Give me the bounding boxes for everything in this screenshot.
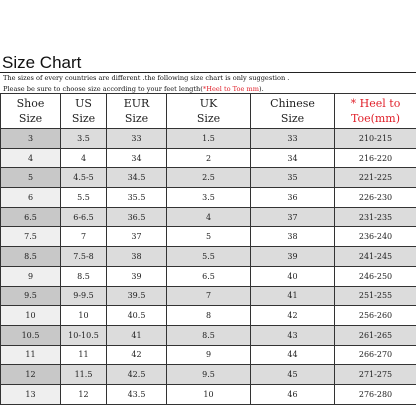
note-line-2-prefix: Please be sure to choose size according to your feet length(: [3, 85, 203, 93]
cell-us-size: 11: [61, 345, 107, 365]
cell-shoe-size: 6.5: [1, 207, 61, 227]
cell-uk-size: 6.5: [167, 266, 251, 286]
cell-eur-size: 40.5: [107, 306, 167, 326]
header-us-size: [61, 94, 107, 129]
cell-us-size: 8.5: [61, 266, 107, 286]
cell-heel-to-toe: 236-240: [335, 227, 416, 247]
note-line-1: The sizes of every countries are different .the following size chart is only suggestion .: [3, 74, 290, 82]
cell-heel-to-toe: 210-215: [335, 129, 416, 149]
header-line: Shoe: [16, 97, 45, 110]
header-heel-to-toe: [335, 94, 416, 129]
cell-heel-to-toe: 276-280: [335, 384, 416, 404]
cell-eur-size: 34: [107, 148, 167, 168]
cell-eur-size: 33: [107, 129, 167, 149]
cell-uk-size: 10: [167, 384, 251, 404]
header-line: Size: [280, 112, 305, 125]
table-row: [1, 148, 416, 168]
cell-chinese-size: 36: [251, 188, 335, 208]
cell-eur-size: 39: [107, 266, 167, 286]
header-line: Chinese: [270, 97, 315, 110]
cell-chinese-size: 33: [251, 129, 335, 149]
cell-uk-size: 5: [167, 227, 251, 247]
cell-shoe-size: 13: [1, 384, 61, 404]
cell-heel-to-toe: 246-250: [335, 266, 416, 286]
header-shoe-size: [1, 94, 61, 129]
cell-eur-size: 41: [107, 325, 167, 345]
cell-shoe-size: 10: [1, 306, 61, 326]
cell-shoe-size: 4: [1, 148, 61, 168]
table-row: [1, 365, 416, 385]
cell-eur-size: 42.5: [107, 365, 167, 385]
chart-title: Size Chart: [2, 53, 82, 72]
table-row: [1, 286, 416, 306]
cell-eur-size: 42: [107, 345, 167, 365]
header-row: [1, 94, 416, 129]
cell-us-size: 11.5: [61, 365, 107, 385]
header-line: Size: [124, 112, 149, 125]
note-line-2-highlight: *Heel to Toe mm: [202, 85, 260, 93]
cell-chinese-size: 40: [251, 266, 335, 286]
cell-heel-to-toe: 271-275: [335, 365, 416, 385]
note-line-2-suffix: ).: [259, 85, 264, 93]
header-line: US: [75, 97, 92, 110]
cell-eur-size: 43.5: [107, 384, 167, 404]
cell-uk-size: 2: [167, 148, 251, 168]
table-row: [1, 227, 416, 247]
cell-uk-size: 4: [167, 207, 251, 227]
table-row: [1, 345, 416, 365]
cell-uk-size: 3.5: [167, 188, 251, 208]
table-row: [1, 207, 416, 227]
cell-shoe-size: 10.5: [1, 325, 61, 345]
cell-us-size: 7.5-8: [61, 247, 107, 267]
header-uk-size: [167, 94, 251, 129]
cell-eur-size: 38: [107, 247, 167, 267]
cell-chinese-size: 39: [251, 247, 335, 267]
header-line: Toe(mm): [350, 112, 401, 125]
cell-uk-size: 8: [167, 306, 251, 326]
cell-heel-to-toe: 231-235: [335, 207, 416, 227]
cell-us-size: 5.5: [61, 188, 107, 208]
cell-chinese-size: 45: [251, 365, 335, 385]
cell-chinese-size: 35: [251, 168, 335, 188]
cell-shoe-size: 8.5: [1, 247, 61, 267]
cell-us-size: 7: [61, 227, 107, 247]
cell-eur-size: 37: [107, 227, 167, 247]
cell-heel-to-toe: 226-230: [335, 188, 416, 208]
cell-us-size: 9-9.5: [61, 286, 107, 306]
cell-shoe-size: 11: [1, 345, 61, 365]
header-line: Size: [18, 112, 43, 125]
cell-shoe-size: 7.5: [1, 227, 61, 247]
cell-us-size: 10: [61, 306, 107, 326]
cell-uk-size: 2.5: [167, 168, 251, 188]
cell-eur-size: 36.5: [107, 207, 167, 227]
cell-shoe-size: 12: [1, 365, 61, 385]
cell-us-size: 10-10.5: [61, 325, 107, 345]
cell-shoe-size: 3: [1, 129, 61, 149]
header-line: Size: [71, 112, 96, 125]
cell-eur-size: 39.5: [107, 286, 167, 306]
cell-uk-size: 9.5: [167, 365, 251, 385]
cell-uk-size: 8.5: [167, 325, 251, 345]
table-row: [1, 247, 416, 267]
header-line: UK: [199, 97, 218, 110]
cell-chinese-size: 41: [251, 286, 335, 306]
size-chart-table: [0, 93, 416, 405]
header-line: EUR: [123, 97, 150, 110]
header-line: Size: [196, 112, 221, 125]
table-row: [1, 168, 416, 188]
cell-eur-size: 35.5: [107, 188, 167, 208]
cell-us-size: 12: [61, 384, 107, 404]
cell-us-size: 3.5: [61, 129, 107, 149]
cell-heel-to-toe: 266-270: [335, 345, 416, 365]
table-row: [1, 129, 416, 149]
cell-shoe-size: 9.5: [1, 286, 61, 306]
cell-chinese-size: 43: [251, 325, 335, 345]
cell-shoe-size: 6: [1, 188, 61, 208]
cell-uk-size: 9: [167, 345, 251, 365]
cell-us-size: 4: [61, 148, 107, 168]
cell-heel-to-toe: 251-255: [335, 286, 416, 306]
cell-chinese-size: 46: [251, 384, 335, 404]
table-row: [1, 384, 416, 404]
cell-chinese-size: 38: [251, 227, 335, 247]
cell-heel-to-toe: 256-260: [335, 306, 416, 326]
table-row: [1, 325, 416, 345]
cell-heel-to-toe: 221-225: [335, 168, 416, 188]
cell-chinese-size: 42: [251, 306, 335, 326]
cell-uk-size: 5.5: [167, 247, 251, 267]
table-row: [1, 188, 416, 208]
cell-eur-size: 34.5: [107, 168, 167, 188]
table-row: [1, 266, 416, 286]
header-line: * Heel to: [350, 97, 401, 110]
cell-us-size: 4.5-5: [61, 168, 107, 188]
cell-uk-size: 1.5: [167, 129, 251, 149]
table-row: [1, 306, 416, 326]
cell-chinese-size: 34: [251, 148, 335, 168]
header-chinese-size: [251, 94, 335, 129]
cell-shoe-size: 5: [1, 168, 61, 188]
cell-chinese-size: 44: [251, 345, 335, 365]
cell-heel-to-toe: 216-220: [335, 148, 416, 168]
cell-heel-to-toe: 261-265: [335, 325, 416, 345]
cell-uk-size: 7: [167, 286, 251, 306]
header-eur-size: [107, 94, 167, 129]
cell-heel-to-toe: 241-245: [335, 247, 416, 267]
cell-us-size: 6-6.5: [61, 207, 107, 227]
cell-chinese-size: 37: [251, 207, 335, 227]
cell-shoe-size: 9: [1, 266, 61, 286]
